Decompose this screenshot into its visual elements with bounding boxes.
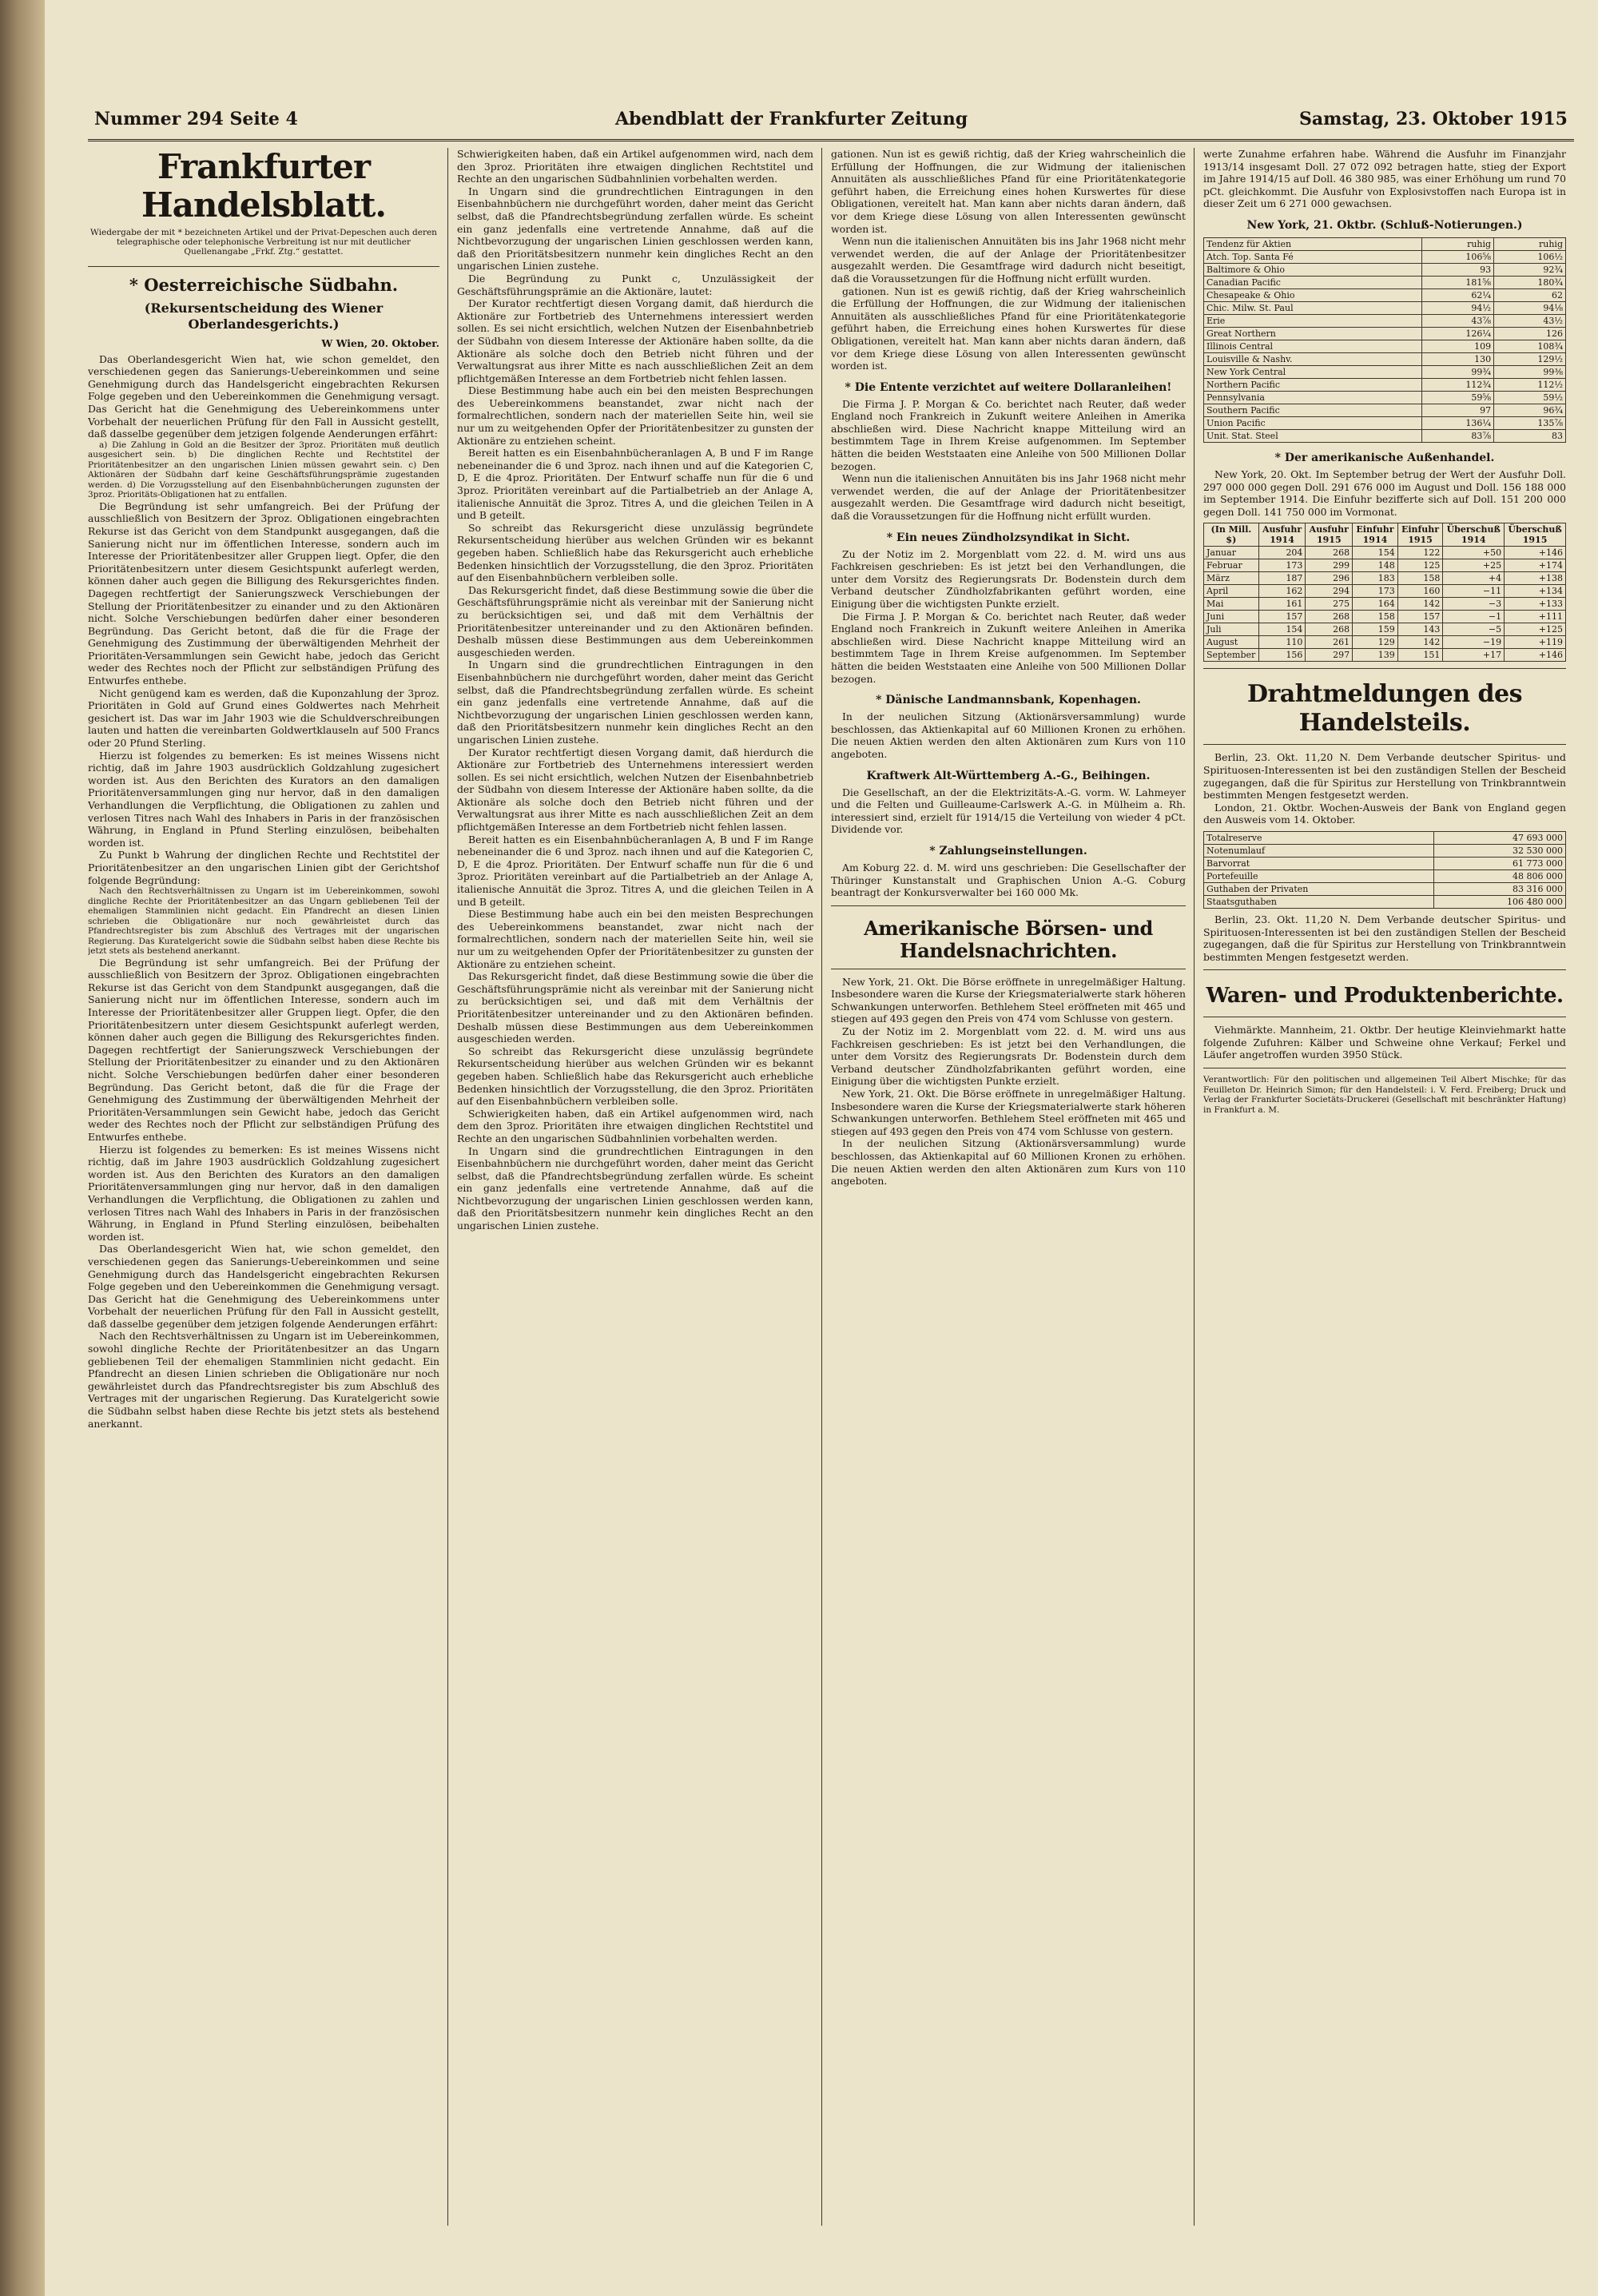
table-cell: 92¾ <box>1494 263 1566 276</box>
table-row <box>1204 636 1566 649</box>
table-cell: 62¼ <box>1422 288 1494 301</box>
table-cell: 148 <box>1353 559 1398 572</box>
table-cell: 129 <box>1353 636 1398 649</box>
table-cell: +25 <box>1443 559 1505 572</box>
paragraph: Schwierigkeiten haben, daß ein Artikel aufgenommen wird, nach dem den 3proz. Prioritäten ihre etwaigen dinglichen Rechtstitel und Rechte an den ungarischen Südbahnlinien vorbehalten werden. <box>457 1107 813 1144</box>
table-row <box>1204 547 1566 559</box>
table-cell: +133 <box>1505 598 1566 611</box>
column-divider <box>447 148 448 2226</box>
table-row <box>1204 391 1566 404</box>
table-cell: 142 <box>1397 598 1443 611</box>
table-cell: Unit. Stat. Steel <box>1204 429 1422 442</box>
table-row <box>1204 276 1566 288</box>
paragraph: Diese Bestimmung habe auch ein bei den meisten Besprechungen des Uebereinkommens beanstandet, zwar nicht nach der formalrechtlichen, sondern nach der materiellen Seite hin, weil sie nur um zu weitgehenden Opfer der Prioritätenbesitzer zu gunsten der Aktionäre zu entziehen scheint. <box>457 908 813 970</box>
table-row <box>1204 844 1566 857</box>
issue-date: Samstag, 23. Oktober 1915 <box>1299 109 1568 129</box>
table-cell: 143 <box>1397 623 1443 636</box>
table-cell: Guthaben der Privaten <box>1204 882 1434 895</box>
table-cell: April <box>1204 585 1259 598</box>
table-cell: Portefeuille <box>1204 869 1434 882</box>
book-binding <box>0 0 45 2296</box>
paragraph: Schwierigkeiten haben, daß ein Artikel aufgenommen wird, nach dem den 3proz. Prioritäten ihre etwaigen dinglichen Rechtstitel und Rechte an den ungarischen Südbahnlinien vorbehalten werden. <box>457 148 813 185</box>
article-title: Kraftwerk Alt-Württemberg A.-G., Beihingen. <box>866 769 1151 782</box>
table-cell: 126 <box>1494 327 1566 340</box>
table-cell: −11 <box>1443 585 1505 598</box>
table-cell: +138 <box>1505 572 1566 585</box>
table-row <box>1204 352 1566 365</box>
paragraph: In Ungarn sind die grundrechtlichen Eintragungen in den Eisenbahnbüchern nie durchgeführt worden, daher meint das Gericht selbst, daß die Pfandrechtsbegründung zerfallen würde. Es scheint ein ganz jedenfalls eine vertretende Annahme, daß auf die Nichtbevorzugung der ungarischen Linien geschlossen werden kann, daß den Prioritätsbesitzern nunmehr kein dingliches Recht an den ungarischen Linien zustehe. <box>457 1144 813 1232</box>
table-cell: 299 <box>1306 559 1353 572</box>
paragraph: Das Rekursgericht findet, daß diese Bestimmung sowie die über die Geschäftsführungsprämie nicht als vereinbar mit der Sanierung nicht zu berücksichtigen sei, und daß mit dem Verhältnis der Prioritätenbesitzer untereinander und zu den Aktionären befinden. Deshalb müssen diese Bestimmungen aus dem Uebereinkommen ausgeschieden werden. <box>457 970 813 1045</box>
table-cell: Great Northern <box>1204 327 1422 340</box>
table-row <box>1204 611 1566 623</box>
table-cell: Northern Pacific <box>1204 378 1422 391</box>
table-cell: +111 <box>1505 611 1566 623</box>
imprint: Verantwortlich: Für den politischen und allgemeinen Teil Albert Mischke; für das Feuilleton Dr. Heinrich Simon; für den Handelsteil: i. V. Ferd. Freiberg; Druck und Verlag der Frankfurter Societäts-Druckerei (Gesellschaft mit beschränkter Haftung) in Frankfurt a. M. <box>1203 1075 1566 1115</box>
table-cell: 106⅝ <box>1422 250 1494 263</box>
column-header: Ausfuhr 1914 <box>1258 523 1306 547</box>
table-row <box>1204 882 1566 895</box>
paragraph: gationen. Nun ist es gewiß richtig, daß der Krieg wahrscheinlich die Erfüllung der Hoffnungen, die zur Widmung der italienischen Annuitäten als ausschließliches Pfand für eine Prioritätenkategorie geführt haben, die Erreichung eines hohen Kurswertes für diese Obligationen, vereitelt hat. Man kann aber nichts daran ändern, daß vor dem Kriege diese Lösung von allen Interessenten gewünscht worden ist. <box>831 148 1186 235</box>
table-row <box>1204 559 1566 572</box>
paragraph: Der Kurator rechtfertigt diesen Vorgang damit, daß hierdurch die Aktionäre zur Fortbetrieb des Unternehmens interessiert werden sollen. Es sei nicht ersichtlich, welchen Nutzen der Eisenbahnbetrieb der Südbahn von diesem Interesse der Aktionäre haben sollte, da die Aktionäre als solche doch den Betrieb nicht führen und der Verwaltungsrat aus ihrer Mitte es nach ausschließlichen Zeit an dem pflichtgemäßen Interesse an dem Fortbetrieb nicht fehlen lassen. <box>457 297 813 384</box>
table-cell: 154 <box>1353 547 1398 559</box>
paragraph: Hierzu ist folgendes zu bemerken: Es ist meines Wissens nicht richtig, daß im Jahre 1903 ausdrücklich Goldzahlung zugesichert worden ist. Aus den Berichten des Kurators an den damaligen Prioritätenversammlungen ging nur hervor, daß in den damaligen Verhandlungen die Verpflichtung, die Obligationen zu zahlen und verlosen Titres nach Wahl des Inhabers in Paris in der französischen Währung, in England in Pfund Sterling einzulösen, beibehalten worden ist. <box>88 749 439 849</box>
table-row <box>1204 585 1566 598</box>
table-cell: Juli <box>1204 623 1259 636</box>
table-cell: 135⅞ <box>1494 416 1566 429</box>
table-cell: +125 <box>1505 623 1566 636</box>
paragraph: a) Die Zahlung in Gold an die Besitzer der 3proz. Prioritäten muß deutlich ausgesichert sein. b) Die dinglichen Rechte und Rechtstitel der Prioritätenbesitzer an den ungarischen Linien müssen gewahrt sein. c) Den Aktionären der Südbahn darf keine Geschäftsführungsprämie zugestanden werden. d) Die Vorzugsstellung auf den Eisenbahnbücherungen zugunsten der 3proz. Prioritäts-Obligationen hat zu entfallen. <box>88 440 439 500</box>
stock-quotes-table <box>1203 237 1566 443</box>
table-cell: August <box>1204 636 1259 649</box>
table-row <box>1204 237 1566 250</box>
table-cell: Atch. Top. Santa Fé <box>1204 250 1422 263</box>
table-cell: Canadian Pacific <box>1204 276 1422 288</box>
table-row <box>1204 365 1566 378</box>
issue-number: Nummer 294 Seite 4 <box>94 109 298 129</box>
table-row <box>1204 649 1566 662</box>
paragraph: London, 21. Oktbr. Wochen-Ausweis der Bank von England gegen den Ausweis vom 14. Oktober. <box>1203 801 1566 826</box>
table-cell: 268 <box>1306 611 1353 623</box>
table-cell: 173 <box>1353 585 1398 598</box>
paragraph: In Ungarn sind die grundrechtlichen Eintragungen in den Eisenbahnbüchern nie durchgeführt worden, daher meint das Gericht selbst, daß die Pfandrechtsbegründung zerfallen würde. Es scheint ein ganz jedenfalls eine vertretende Annahme, daß auf die Nichtbevorzugung der ungarischen Linien geschlossen werden kann, daß den Prioritätsbesitzern nunmehr kein dingliches Recht an den ungarischen Linien zustehe. <box>457 659 813 746</box>
article-title: * Die Entente verzichtet auf weitere Dollaranleihen! <box>845 380 1172 394</box>
table-cell: Chesapeake & Ohio <box>1204 288 1422 301</box>
table-cell: +4 <box>1443 572 1505 585</box>
table-row <box>1204 895 1566 908</box>
table-cell: 294 <box>1306 585 1353 598</box>
table-row <box>1204 378 1566 391</box>
paragraph: Am Koburg 22. d. M. wird uns geschrieben: Die Gesellschafter der Thüringer Kunstanstalt und Graphischen Union A.-G. Coburg beantragt der Konkursverwalter bei 160 000 Mk. <box>831 861 1186 899</box>
table-cell: 275 <box>1306 598 1353 611</box>
table-cell: 108¾ <box>1494 340 1566 352</box>
table-cell: Louisville & Nashv. <box>1204 352 1422 365</box>
paragraph: Wenn nun die italienischen Annuitäten bis ins Jahr 1968 nicht mehr verwendet werden, die auf der Anlage der Prioritätenbesitzer ausgezahlt werden. Die Gesamtfrage wird dadurch nicht beseitigt, daß die Voraussetzungen für die Hoffnung nicht erfüllt wurden. <box>831 235 1186 285</box>
table-row <box>1204 429 1566 442</box>
table-cell: 164 <box>1353 598 1398 611</box>
column-header: Überschuß 1914 <box>1443 523 1505 547</box>
paragraph: Zu der Notiz im 2. Morgenblatt vom 22. d. M. wird uns aus Fachkreisen geschrieben: Es ist jetzt bei den Verhandlungen, die unter dem Vorsitz des Regierungsrats Dr. Bodenstein durch dem Verband deutscher Zündholzfabrikanten geführt worden, eine Einigung über die wichtigsten Punkte erzielt. <box>831 547 1186 610</box>
paragraph: New York, 21. Okt. Die Börse eröffnete in unregelmäßiger Haltung. Insbesondere waren die Kurse der Kriegsmaterialwerte stark höheren Schwankungen unterworfen. Bethlehem Steel eröffneten mit 465 und stiegen auf 493 gegen den Preis von 474 vom Schlusse von gestern. <box>831 1088 1186 1137</box>
table-cell: 181⅝ <box>1422 276 1494 288</box>
paragraph: Diese Bestimmung habe auch ein bei den meisten Besprechungen des Uebereinkommens beanstandet, zwar nicht nach der formalrechtlichen, sondern nach der materiellen Seite hin, weil sie nur um zu weitgehenden Opfer der Prioritätenbesitzer zu gunsten der Aktionäre zu entziehen scheint. <box>457 384 813 447</box>
table-cell: +146 <box>1505 547 1566 559</box>
table-cell: 173 <box>1258 559 1306 572</box>
table-cell: 297 <box>1306 649 1353 662</box>
column-divider <box>821 148 822 2226</box>
table-cell: Januar <box>1204 547 1259 559</box>
table-cell: −1 <box>1443 611 1505 623</box>
paragraph: werte Zunahme erfahren habe. Während die Ausfuhr im Finanzjahr 1913/14 insgesamt Doll. 27 072 092 betragen hatte, stieg der Export im Jahre 1914/15 auf Doll. 46 380 985, was einer Erhöhung um rund 70 pCt. gleichkommt. Die Ausfuhr von Explosivstoffen nach Europa ist in dieser Zeit um 6 271 000 gewachsen. <box>1203 148 1566 210</box>
table-cell: +50 <box>1443 547 1505 559</box>
table-cell: 43½ <box>1494 314 1566 327</box>
paragraph: Das Oberlandesgericht Wien hat, wie schon gemeldet, den verschiedenen gegen das Sanierungs-Uebereinkommen und seine Genehmigung durch das Handelsgericht eingebrachten Rekursen Folge gegeben und den Uebereinkommen die Genehmigung versagt. Das Gericht hat die Genehmigung des Uebereinkommens unter Vorbehalt der neuerlichen Prüfung für den Fall in Aussicht gestellt, daß dasselbe gegenüber dem jetzigen folgende Aenderungen erfährt: <box>88 352 439 440</box>
dateline: W Wien, 20. Oktober. <box>321 337 439 349</box>
table-cell: Juni <box>1204 611 1259 623</box>
paragraph: Die Firma J. P. Morgan & Co. berichtet nach Reuter, daß weder England noch Frankreich in Zukunft weitere Anleihen in Amerika abschließen wird. Diese Nachricht knappe Mitteilung wird an bestimmtem Tage in Ihrem Kreise aufgenommen. Im September hätten die beiden Weststaaten eine Anleihe von 500 Millionen Dollar bezogen. <box>831 610 1186 685</box>
paragraph: Wenn nun die italienischen Annuitäten bis ins Jahr 1968 nicht mehr verwendet werden, die auf der Anlage der Prioritätenbesitzer ausgezahlt werden. Die Gesamtfrage wird dadurch nicht beseitigt, daß die Voraussetzungen für die Hoffnung nicht erfüllt wurden. <box>831 472 1186 523</box>
table-row <box>1204 572 1566 585</box>
table-cell: ruhig <box>1494 237 1566 250</box>
column-header: Überschuß 1915 <box>1505 523 1566 547</box>
table-cell: 59⅝ <box>1422 391 1494 404</box>
table-cell: 159 <box>1353 623 1398 636</box>
table-row <box>1204 857 1566 869</box>
column-header: Einfuhr 1915 <box>1397 523 1443 547</box>
table-cell: 94⅛ <box>1494 301 1566 314</box>
table-cell: 158 <box>1353 611 1398 623</box>
paragraph: Berlin, 23. Okt. 11,20 N. Dem Verbande deutscher Spiritus- und Spirituosen-Interessenten ist bei den zuständigen Stellen der Bescheid zugegangen, daß die für Spiritus zur Herstellung von Trinkbranntwein bestimmten Mengen festgesetzt werden. <box>1203 913 1566 963</box>
article-title: * Oesterreichische Südbahn. <box>129 275 399 295</box>
table-cell: Union Pacific <box>1204 416 1422 429</box>
table-cell: 106½ <box>1494 250 1566 263</box>
table-cell: 122 <box>1397 547 1443 559</box>
table-cell: Totalreserve <box>1204 831 1434 844</box>
paragraph: Der Kurator rechtfertigt diesen Vorgang damit, daß hierdurch die Aktionäre zur Fortbetrieb des Unternehmens interessiert werden sollen. Es sei nicht ersichtlich, welchen Nutzen der Eisenbahnbetrieb der Südbahn von diesem Interesse der Aktionäre haben sollte, da die Aktionäre als solche doch den Betrieb nicht führen und der Verwaltungsrat aus ihrer Mitte es nach ausschließlichen Zeit an dem pflichtgemäßen Interesse an dem Fortbetrieb nicht fehlen lassen. <box>457 746 813 834</box>
paragraph: Die Begründung ist sehr umfangreich. Bei der Prüfung der ausschließlich von Besitzern der 3proz. Obligationen eingebrachten Rekurse ist das Gericht von dem Standpunkt ausgegangen, daß die Sanierung nicht nur im öffentlichen Interesse, sondern auch im Interesse der Prioritätenbesitzer aller Gruppen liegt. Opfer, die den Prioritätenbesitzern unter diesem Gesichtspunkt auferlegt werden, können daher auch gegen die Billigung des Rekursgerichtes finden. Dagegen rechtfertigt der Sanierungszweck Verschiebungen der Stellung der Prioritätenbesitzer zu einander und zu den Aktionären nicht. Solche Verschiebungen bedürfen daher einer besonderen Begründung. Das Gericht betont, daß die für die Frage der Genehmigung des Zustimmung der überwältigenden Mehrheit der Prioritäten-Versammlungen sein Gewicht habe, jedoch das Gericht weder des Rechtes noch der Pflicht zur selbständigen Prüfung des Entwurfes enthebe. <box>88 956 439 1143</box>
column-4 <box>1203 148 1566 2258</box>
article-title: * Der amerikanische Außenhandel. <box>1274 451 1495 464</box>
table-cell: 59½ <box>1494 391 1566 404</box>
trade-table <box>1203 523 1566 662</box>
table-cell: ruhig <box>1422 237 1494 250</box>
column-header: (In Mill. $) <box>1204 523 1259 547</box>
table-cell: 268 <box>1306 547 1353 559</box>
table-cell: 83 316 000 <box>1433 882 1565 895</box>
rule <box>1203 969 1566 970</box>
table-cell: Baltimore & Ohio <box>1204 263 1422 276</box>
table-cell: 151 <box>1397 649 1443 662</box>
table-cell: Notenumlauf <box>1204 844 1434 857</box>
column-divider <box>1194 148 1195 2226</box>
table-cell: September <box>1204 649 1259 662</box>
page-header <box>88 102 1574 141</box>
edition-title: Abendblatt der Frankfurter Zeitung <box>615 109 968 129</box>
table-cell: 296 <box>1306 572 1353 585</box>
paragraph: Nicht genügend kam es werden, daß die Kuponzahlung der 3proz. Prioritäten in Gold auf Grund eines Goldwertes nach Mehrheit gesichert ist. Das war im Jahr 1903 wie die Schuldverschreibungen lauten und hatten die vereinbarten Goldwertklauseln auf 500 Francs oder 20 Pfund Sterling. <box>88 686 439 750</box>
table-cell: Tendenz für Aktien <box>1204 237 1422 250</box>
table-cell: März <box>1204 572 1259 585</box>
table-cell: 125 <box>1397 559 1443 572</box>
bank-statement-table <box>1203 831 1566 909</box>
table-cell: 32 530 000 <box>1433 844 1565 857</box>
table-cell: Illinois Central <box>1204 340 1422 352</box>
paragraph: Das Oberlandesgericht Wien hat, wie schon gemeldet, den verschiedenen gegen das Sanierungs-Uebereinkommen und seine Genehmigung durch das Handelsgericht eingebrachten Rekursen Folge gegeben und den Uebereinkommen die Genehmigung versagt. Das Gericht hat die Genehmigung des Uebereinkommens unter Vorbehalt der neuerlichen Prüfung für den Fall in Aussicht gestellt, daß dasselbe gegenüber dem jetzigen folgende Aenderungen erfährt: <box>88 1243 439 1330</box>
table-cell: Southern Pacific <box>1204 404 1422 416</box>
table-row <box>1204 623 1566 636</box>
table-cell: 157 <box>1397 611 1443 623</box>
masthead-notice: Wiedergabe der mit * bezeichneten Artikel und der Privat-Depeschen auch deren telegraphische oder telephonische Verbreitung ist nur mit deutlicher Quellenangabe „Frkf. Ztg.“ gestattet. <box>90 228 437 257</box>
table-cell: −19 <box>1443 636 1505 649</box>
table-row <box>1204 327 1566 340</box>
table-cell: 106 480 000 <box>1433 895 1565 908</box>
table-cell: 142 <box>1397 636 1443 649</box>
table-cell: 183 <box>1353 572 1398 585</box>
table-cell: 156 <box>1258 649 1306 662</box>
paragraph: Zu der Notiz im 2. Morgenblatt vom 22. d. M. wird uns aus Fachkreisen geschrieben: Es ist jetzt bei den Verhandlungen, die unter dem Vorsitz des Regierungsrats Dr. Bodenstein durch dem Verband deutscher Zündholzfabrikanten geführt worden, eine Einigung über die wichtigsten Punkte erzielt. <box>831 1025 1186 1088</box>
table-row <box>1204 263 1566 276</box>
table-cell: New York Central <box>1204 365 1422 378</box>
section-title: Amerikanische Börsen- und Handelsnachrichten. <box>864 916 1153 962</box>
table-cell: 180¾ <box>1494 276 1566 288</box>
table-cell: Pennsylvania <box>1204 391 1422 404</box>
paragraph: Nach den Rechtsverhältnissen zu Ungarn ist im Uebereinkommen, sowohl dingliche Rechte der Prioritätenbesitzer an das Ungarn gebliebenen Teil der ehemaligen Stammlinien nicht gedacht. Ein Pfandrecht an diesen Linien schrieben die Obligationäre nur noch gewährleistet durch das Pfandrechtsregister bis zum Abschluß des Vertrages mit der ungarischen Regierung. Das Kuratelgericht sowie die Südbahn selbst haben diese Rechte bis jetzt stets als bestehend anerkannt. <box>88 1330 439 1430</box>
paragraph: Viehmärkte. Mannheim, 21. Oktbr. Der heutige Kleinviehmarkt hatte folgende Zufuhren: Kälber und Schweine ohne Verkauf; Ferkel und Läufer angetroffen wurden 3950 Stück. <box>1203 1024 1566 1061</box>
table-row <box>1204 404 1566 416</box>
table-cell: 83 <box>1494 429 1566 442</box>
table-cell: 47 693 000 <box>1433 831 1565 844</box>
rule <box>1203 668 1566 669</box>
table-cell: 112¾ <box>1422 378 1494 391</box>
paragraph: Zu Punkt b Wahrung der dinglichen Rechte und Rechtstitel der Prioritätenbesitzer an den ungarischen Linien gibt der Gerichtshof folgende Begründung: <box>88 849 439 886</box>
masthead: Frankfurter Handelsblatt. <box>141 148 387 225</box>
section-title: Drahtmeldungen des Handelsteils. <box>1246 680 1523 738</box>
paragraph: Die Gesellschaft, an der die Elektrizitäts-A.-G. vorm. W. Lahmeyer und die Felten und Guilleaume-Carlswerk A.-G. in Mülheim a. Rh. interessiert sind, erzielt für 1914/15 die Verteilung von wieder 4 pCt. Dividende vor. <box>831 786 1186 836</box>
column-1 <box>88 148 439 2258</box>
table-row <box>1204 314 1566 327</box>
table-cell: 109 <box>1422 340 1494 352</box>
article-title: * Ein neues Zündholzsyndikat in Sicht. <box>886 531 1131 544</box>
paragraph: In Ungarn sind die grundrechtlichen Eintragungen in den Eisenbahnbüchern nie durchgeführt worden, daher meint das Gericht selbst, daß die Pfandrechtsbegründung zerfallen würde. Es scheint ein ganz jedenfalls eine vertretende Annahme, daß auf die Nichtbevorzugung der ungarischen Linien geschlossen werden kann, daß den Prioritätsbesitzern nunmehr kein dingliches Recht an den ungarischen Linien zustehe. <box>457 185 813 273</box>
paragraph: New York, 21. Okt. Die Börse eröffnete in unregelmäßiger Haltung. Insbesondere waren die Kurse der Kriegsmaterialwerte stark höheren Schwankungen unterworfen. Bethlehem Steel eröffneten mit 465 und stiegen auf 493 gegen den Preis von 474 vom Schlusse von gestern. <box>831 975 1186 1025</box>
table-row <box>1204 869 1566 882</box>
table-row <box>1204 416 1566 429</box>
table-cell: 99⅜ <box>1494 365 1566 378</box>
rule <box>1203 744 1566 745</box>
table-cell: +17 <box>1443 649 1505 662</box>
table-cell: 261 <box>1306 636 1353 649</box>
paragraph: Bereit hatten es ein Eisenbahnbücheranlagen A, B und F im Range nebeneinander die 6 und 3proz. nach ihnen und auf die Kategorien C, D, E die 4proz. Prioritäten. Der Entwurf schaffe nun für die 6 und 3proz. Prioritäten vereinbart auf die Partialbetrieb an der Anlage A, italienische Annuität die 3proz. Titres A, und die gleichen Teilen in A und B geteilt. <box>457 447 813 522</box>
article-title: * Dänische Landmannsbank, Kopenhagen. <box>876 694 1141 707</box>
table-cell: 94½ <box>1422 301 1494 314</box>
paragraph: New York, 20. Okt. Im September betrug der Wert der Ausfuhr Doll. 297 000 000 gegen Doll. 291 676 000 im August und Doll. 156 188 000 im September 1914. Die Einfuhr bezifferte sich auf Doll. 151 200 000 gegen Doll. 141 750 000 im Vormonat. <box>1203 468 1566 518</box>
paragraph: So schreibt das Rekursgericht diese unzulässig begründete Rekursentscheidung hierüber aus welchen Gründen wir es bekannt gegeben haben. Schließlich habe das Rekursgericht auch erhebliche Bedenken hinsichtlich der Vorzugsstellung, die den 3proz. Prioritäten auf den Eisenbahnbüchern verbleiben solle. <box>457 521 813 584</box>
paragraph: So schreibt das Rekursgericht diese unzulässig begründete Rekursentscheidung hierüber aus welchen Gründen wir es bekannt gegeben haben. Schließlich habe das Rekursgericht auch erhebliche Bedenken hinsichtlich der Vorzugsstellung, die den 3proz. Prioritäten auf den Eisenbahnbüchern verbleiben solle. <box>457 1045 813 1108</box>
table-row <box>1204 598 1566 611</box>
article-title: * Zahlungseinstellungen. <box>929 844 1087 858</box>
table-row <box>1204 340 1566 352</box>
table-cell: 83⅞ <box>1422 429 1494 442</box>
table-cell: −5 <box>1443 623 1505 636</box>
column-3 <box>831 148 1186 2258</box>
table-cell: +146 <box>1505 649 1566 662</box>
table-cell: −3 <box>1443 598 1505 611</box>
table-cell: 268 <box>1306 623 1353 636</box>
paragraph: Die Firma J. P. Morgan & Co. berichtet nach Reuter, daß weder England noch Frankreich in Zukunft weitere Anleihen in Amerika abschließen wird. Diese Nachricht knappe Mitteilung wird an bestimmtem Tage in Ihrem Kreise aufgenommen. Im September hätten die beiden Weststaaten eine Anleihe von 500 Millionen Dollar bezogen. <box>831 397 1186 472</box>
table-cell: 97 <box>1422 404 1494 416</box>
table-cell: 139 <box>1353 649 1398 662</box>
table-cell: 136¼ <box>1422 416 1494 429</box>
table-cell: 160 <box>1397 585 1443 598</box>
column-header: Einfuhr 1914 <box>1353 523 1398 547</box>
column-2 <box>457 148 813 2258</box>
table-cell: 161 <box>1258 598 1306 611</box>
paragraph: In der neulichen Sitzung (Aktionärsversammlung) wurde beschlossen, das Aktienkapital auf 60 Millionen Kronen zu erhöhen. Die neuen Aktien werden den alten Aktionären zum Kurs von 110 angeboten. <box>831 1137 1186 1188</box>
table-cell: Februar <box>1204 559 1259 572</box>
table-cell: +119 <box>1505 636 1566 649</box>
table-cell: 112½ <box>1494 378 1566 391</box>
table-cell: Mai <box>1204 598 1259 611</box>
table-cell: Barvorrat <box>1204 857 1434 869</box>
table-cell: 61 773 000 <box>1433 857 1565 869</box>
table-row <box>1204 288 1566 301</box>
table-cell: 158 <box>1397 572 1443 585</box>
table-cell: +174 <box>1505 559 1566 572</box>
table-cell: 157 <box>1258 611 1306 623</box>
table-cell: Chic. Milw. St. Paul <box>1204 301 1422 314</box>
table-cell: 130 <box>1422 352 1494 365</box>
table-cell: 93 <box>1422 263 1494 276</box>
table-cell: 129½ <box>1494 352 1566 365</box>
table-row <box>1204 250 1566 263</box>
table-cell: 96¾ <box>1494 404 1566 416</box>
column-header: Ausfuhr 1915 <box>1306 523 1353 547</box>
table-cell: 43⅞ <box>1422 314 1494 327</box>
table-row <box>1204 301 1566 314</box>
paragraph: Das Rekursgericht findet, daß diese Bestimmung sowie die über die Geschäftsführungsprämie nicht als vereinbar mit der Sanierung nicht zu berücksichtigen sei, und daß mit dem Verhältnis der Prioritätenbesitzer untereinander und zu den Aktionären befinden. Deshalb müssen diese Bestimmungen aus dem Uebereinkommen ausgeschieden werden. <box>457 583 813 659</box>
table-cell: 99¾ <box>1422 365 1494 378</box>
paragraph: Die Begründung zu Punkt c, Unzulässigkeit der Geschäftsführungsprämie an die Aktionäre, lautet: <box>457 272 813 297</box>
table-cell: 187 <box>1258 572 1306 585</box>
paragraph: gationen. Nun ist es gewiß richtig, daß der Krieg wahrscheinlich die Erfüllung der Hoffnungen, die zur Widmung der italienischen Annuitäten als ausschließliches Pfand für eine Prioritätenkategorie geführt haben, die Erreichung eines hohen Kurswertes für diese Obligationen, vereitelt hat. Man kann aber nichts daran ändern, daß vor dem Kriege diese Lösung von allen Interessenten gewünscht worden ist. <box>831 285 1186 372</box>
rule <box>831 905 1186 906</box>
paragraph: Nach den Rechtsverhältnissen zu Ungarn ist im Uebereinkommen, sowohl dingliche Rechte der Prioritätenbesitzer an das Ungarn gebliebenen Teil der ehemaligen Stammlinien nicht gedacht. Ein Pfandrecht an diesen Linien schrieben die Obligationäre nur noch gewährleistet durch das Pfandrechtsregister bis zum Abschluß des Vertrages mit der ungarischen Regierung. Das Kuratelgericht sowie die Südbahn selbst haben diese Rechte bis jetzt stets als bestehend anerkannt. <box>88 886 439 957</box>
table-cell: Staatsguthaben <box>1204 895 1434 908</box>
paragraph: Die Begründung ist sehr umfangreich. Bei der Prüfung der ausschließlich von Besitzern der 3proz. Obligationen eingebrachten Rekurse ist das Gericht von dem Standpunkt ausgegangen, daß die Sanierung nicht nur im öffentlichen Interesse, sondern auch im Interesse der Prioritätenbesitzer aller Gruppen liegt. Opfer, die den Prioritätenbesitzern unter diesem Gesichtspunkt auferlegt werden, können daher auch gegen die Billigung des Rekursgerichtes finden. Dagegen rechtfertigt der Sanierungszweck Verschiebungen der Stellung der Prioritätenbesitzer zu einander und zu den Aktionären nicht. Solche Verschiebungen bedürfen daher einer besonderen Begründung. Das Gericht betont, daß die für die Frage der Genehmigung des Zustimmung der überwältigenden Mehrheit der Prioritäten-Versammlungen sein Gewicht habe, jedoch das Gericht weder des Rechtes noch der Pflicht zur selbständigen Prüfung des Entwurfes enthebe. <box>88 499 439 687</box>
table-cell: 162 <box>1258 585 1306 598</box>
table-cell: 154 <box>1258 623 1306 636</box>
table-row <box>1204 831 1566 844</box>
table-cell: Erie <box>1204 314 1422 327</box>
table-cell: 126¼ <box>1422 327 1494 340</box>
section-title: Waren- und Produktenberichte. <box>1206 984 1564 1009</box>
article-subtitle: (Rekursentscheidung des Wiener Oberlandesgerichts.) <box>144 300 384 332</box>
paragraph: Bereit hatten es ein Eisenbahnbücheranlagen A, B und F im Range nebeneinander die 6 und 3proz. nach ihnen und auf die Kategorien C, D, E die 4proz. Prioritäten. Der Entwurf schaffe nun für die 6 und 3proz. Prioritäten vereinbart auf die Partialbetrieb an der Anlage A, italienische Annuität die 3proz. Titres A, und die gleichen Teilen in A und B geteilt. <box>457 833 813 908</box>
table-cell: 48 806 000 <box>1433 869 1565 882</box>
rule <box>88 266 439 267</box>
table-cell: 110 <box>1258 636 1306 649</box>
table-cell: 204 <box>1258 547 1306 559</box>
table-title: New York, 21. Oktbr. (Schluß-Notierungen.) <box>1246 218 1523 232</box>
table-cell: 62 <box>1494 288 1566 301</box>
paragraph: Hierzu ist folgendes zu bemerken: Es ist meines Wissens nicht richtig, daß im Jahre 1903 ausdrücklich Goldzahlung zugesichert worden ist. Aus den Berichten des Kurators an den damaligen Prioritätenversammlungen ging nur hervor, daß in den damaligen Verhandlungen die Verpflichtung, die Obligationen zu zahlen und verlosen Titres nach Wahl des Inhabers in Paris in der französischen Währung, in England in Pfund Sterling einzulösen, beibehalten worden ist. <box>88 1143 439 1243</box>
paragraph: Berlin, 23. Okt. 11,20 N. Dem Verbande deutscher Spiritus- und Spirituosen-Interessenten ist bei den zuständigen Stellen der Bescheid zugegangen, daß die für Spiritus zur Herstellung von Trinkbranntwein bestimmten Mengen festgesetzt werden. <box>1203 751 1566 802</box>
table-cell: +134 <box>1505 585 1566 598</box>
paragraph: In der neulichen Sitzung (Aktionärsversammlung) wurde beschlossen, das Aktienkapital auf 60 Millionen Kronen zu erhöhen. Die neuen Aktien werden den alten Aktionären zum Kurs von 110 angeboten. <box>831 710 1186 760</box>
